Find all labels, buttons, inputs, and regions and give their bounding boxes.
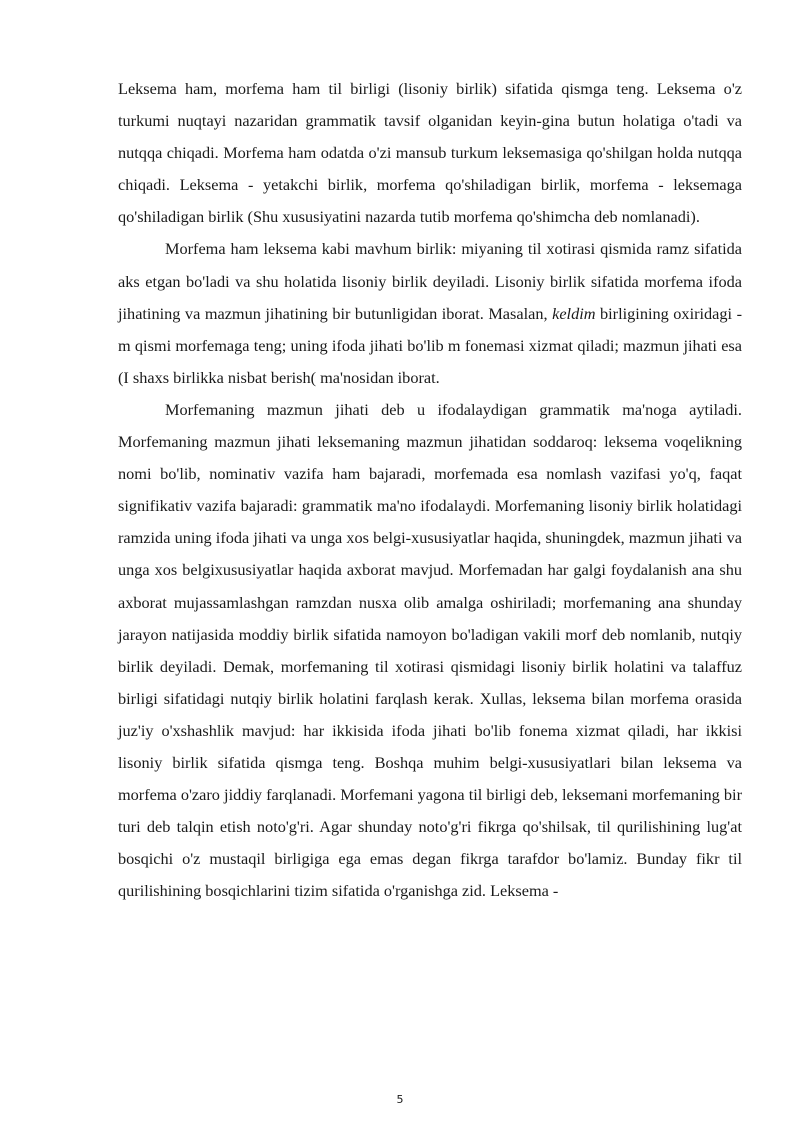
paragraph-2-text-before: Morfema ham leksema kabi mavhum birlik: miyaning til xotirasi qismida ramz sifatida aks etgan bo'ladi va shu holatida lisoniy birlik deyiladi. Lisoniy birlik sifatida morfema ifoda jihatining va mazmun jihatining bir butunligidan iborat. Masalan, [118,239,742,323]
paragraph-1: Leksema ham, morfema ham til birligi (lisoniy birlik) sifatida qismga teng. Leksema o'z turkumi nuqtayi nazaridan grammatik tavsif olganidan keyin-gina butun holatiga o'tadi va nutqqa chiqadi. Morfema ham odatda o'zi mansub turkum leksemasiga qo'shilgan holda nutqqa chiqadi. Leksema - yetakchi birlik, morfema qo'shiladigan birlik, morfema - leksemaga qo'shiladigan birlik (Shu xususiyatini nazarda tutib morfema qo'shimcha deb nomlanadi). [118,79,742,227]
paragraph-3: Morfemaning mazmun jihati deb u ifodalaydigan grammatik ma'noga aytiladi. Morfemaning mazmun jihati leksemaning mazmun jihatidan soddaroq: leksema voqelikning nomi bo'lib, nominativ vazifa ham bajaradi, morfemada esa nomlash vazifasi yo'q, faqat signifikativ vazifa bajaradi: grammatik ma'no ifodalaydi. Morfemaning lisoniy birlik holatidagi ramzida uning ifoda jihati va unga xos belgi-xususiyatlar haqida, shuningdek, mazmun jihati va unga xos belgixususiyatlar haqida axborat mavjud. Morfemadan har galgi foydalanish ana shu axborat mujassamlashgan ramzdan nusxa olib amalga oshiriladi; morfemaning ana shunday jarayon natijasida moddiy birlik sifatida namoyon bo'ladigan vakili morf deb nomlanib, nutqiy birlik deyiladi. Demak, morfemaning til xotirasi qismidagi lisoniy birlik holatini va talaffuz birligi sifatidagi nutqiy birlik holatini farqlash kerak. Xullas, leksema bilan morfema orasida juz'iy o'xshashlik mavjud: har ikkisida ifoda jihati bo'lib fonema xizmat qiladi, har ikkisi lisoniy birlik sifatida qismga teng. Boshqa muhim belgi-xususiyatlari bilan leksema va morfema o'zaro jiddiy farqlanadi. Morfemani yagona til birligi deb, leksemani morfemaning bir turi deb talqin etish noto'g'ri. Agar shunday noto'g'ri fikrga qo'shilsak, til qurilishining lug'at bosqichi o'z mustaqil birligiga ega emas degan fikrga tarafdor bo'lamiz. Bunday fikr til qurilishining bosqichlarini tizim sifatida o'rganishga zid. Leksema - [118,399,742,901]
page-number: 5 [396,1093,404,1106]
paragraph-2-italic-word: keldim [552,303,596,323]
document-page [118,73,742,907]
paragraph-2-text-after: birligining oxiridagi -m qismi morfemaga teng; uning ifoda jihati bo'lib m fonemasi xizmat qiladi; mazmun jihati esa (I shaxs birlikka nisbat berish( ma'nosidan iborat. [118,303,743,387]
paragraph-2 [118,233,742,393]
